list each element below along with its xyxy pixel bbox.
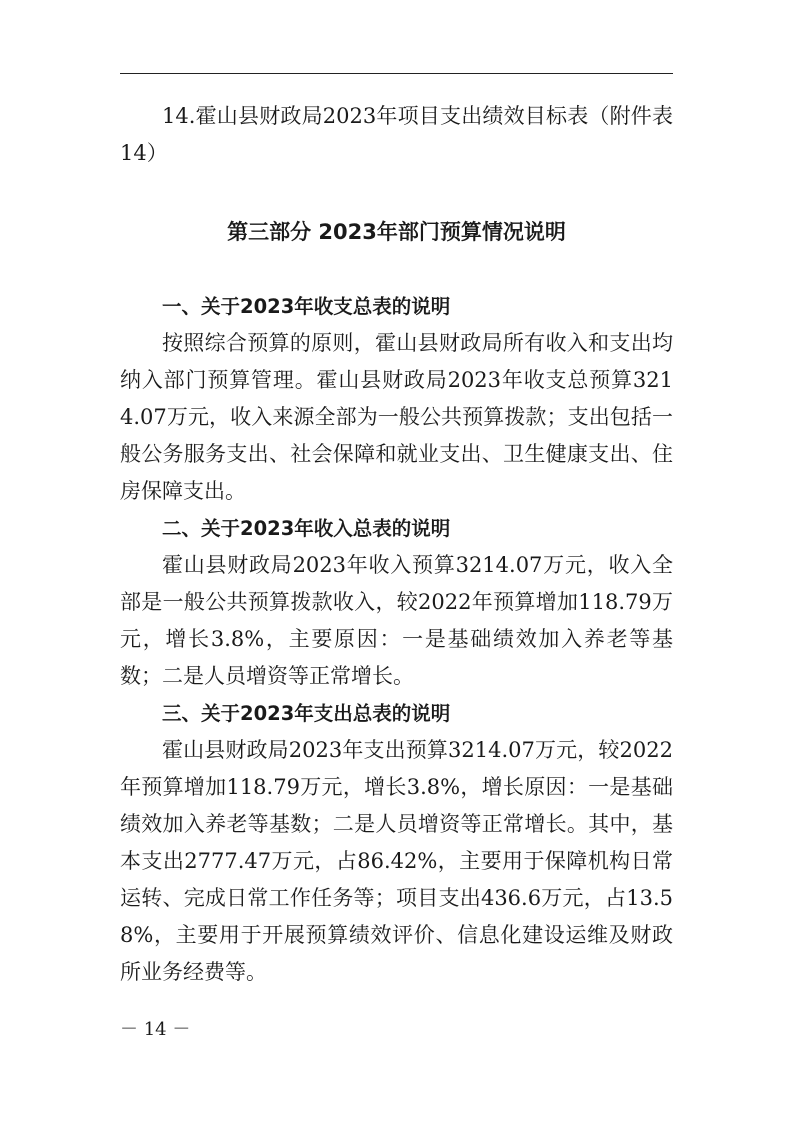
header-rule — [120, 73, 673, 74]
attachment-list-item: 14.霍山县财政局2023年项目支出绩效目标表（附件表14） — [120, 104, 673, 165]
section-heading: 三、关于2023年支出总表的说明 — [162, 702, 451, 725]
section-paragraph: 霍山县财政局2023年收入预算3214.07万元，收入全部是一般公共预算拨款收入，较2022年预算增加118.79万元，增长3.8%，主要原因：一是基础绩效加入养老等基数；二是人员增资等正常增长。 — [120, 553, 673, 688]
section-heading: 二、关于2023年收入总表的说明 — [162, 517, 451, 540]
part-title: 第三部分 2023年部门预算情况说明 — [227, 220, 566, 244]
document-body — [120, 98, 673, 991]
section-heading: 一、关于2023年收支总表的说明 — [162, 295, 451, 318]
section-paragraph: 霍山县财政局2023年支出预算3214.07万元，较2022年预算增加118.79万元，增长3.8%，增长原因：一是基础绩效加入养老等基数；二是人员增资等正常增长。其中，基本支出2777.47万元，占86.42%，主要用于保障机构日常运转、完成日常工作任务等；项目支出436.6万元，占13.58%，主要用于开展预算绩效评价、信息化建设运维及财政所业务经费等。 — [120, 738, 673, 984]
section-paragraph: 按照综合预算的原则，霍山县财政局所有收入和支出均纳入部门预算管理。霍山县财政局2023年收支总预算3214.07万元，收入来源全部为一般公共预算拨款；支出包括一般公务服务支出、社会保障和就业支出、卫生健康支出、住房保障支出。 — [120, 331, 673, 503]
page-number: － 14 － — [120, 1019, 191, 1040]
